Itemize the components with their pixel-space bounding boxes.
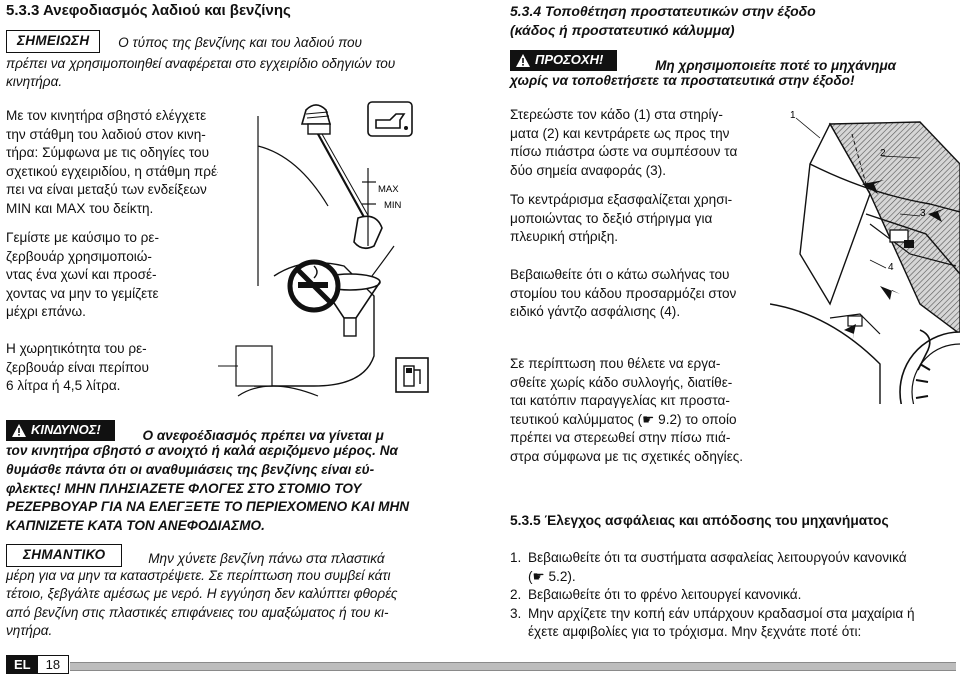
caution-label: ΠΡΟΣΟΧΗ! (535, 52, 604, 67)
list-line: (☛ 5.2). (528, 568, 576, 584)
text-line: τήρα: Σύμφωνα με τις οδηγίες του (6, 145, 210, 161)
list-item (510, 549, 950, 586)
list-number: 3. (510, 605, 522, 621)
section-heading-5-3-4 (510, 2, 950, 39)
arrow-icon (844, 324, 856, 342)
callout-4: 4 (888, 262, 894, 273)
oil-can-icon (368, 102, 412, 136)
list-item (510, 586, 950, 605)
text-line: πλευρική στήριξη. (510, 229, 619, 245)
caution-badge (510, 50, 617, 71)
text-line (510, 411, 770, 430)
footer-rule (70, 662, 956, 671)
warning-triangle-icon (12, 424, 26, 437)
heading-line-2: (κάδος ή προστατευτικό κάλυμμα) (510, 21, 735, 38)
danger-badge (6, 420, 115, 441)
text-fragment: 9.2) το οποίο (654, 411, 737, 427)
list-item (510, 605, 950, 642)
text-line: πίσω πιάστρα ώστε να συμπέσουν τα (510, 144, 738, 160)
important-line: μέρη για να μην τα καταστρέψετε. Σε περίπτωση που συμβεί κάτι (6, 567, 391, 583)
important-line-1: Μην χύνετε βενζίνη πάνω στα πλαστικά (148, 551, 385, 566)
text-line: Σε περίπτωση που θέλετε να εργα- (510, 356, 721, 371)
footer (6, 655, 69, 674)
text-line: Η χωρητικότητα του ρε- (6, 341, 147, 356)
danger-line: τον κινητήρα σβηστό σ ανοιχτό ή καλά αεριζόμενο μέρος. Να (6, 443, 398, 459)
text-line: Με τον κινητήρα σβηστό ελέγχετε (6, 108, 207, 123)
caution-line-1: Μη χρησιμοποιείτε ποτέ το μηχάνημα (655, 57, 897, 73)
hook-paragraph (510, 266, 770, 322)
fuel-pump-icon (396, 358, 428, 392)
no-smoking-icon (290, 262, 338, 310)
important-block (6, 544, 466, 641)
note-line-1: Ο τύπος της βενζίνης και του λαδιού που (118, 35, 363, 50)
refuel-illustration (218, 96, 446, 408)
text-line: πρέπει να στερεωθεί στην πίσω πιά- (510, 430, 731, 446)
caution-block (510, 50, 955, 91)
max-label: MAX (378, 184, 399, 195)
callout-1: 1 (790, 110, 796, 121)
text-line: πει να είναι μεταξύ των ενδείξεων (6, 182, 207, 198)
text-line: σθείτε χωρίς κάδο συλλογής, διατίθε- (510, 374, 733, 390)
text-line: χοντας να μην το γεμίζετε (6, 285, 159, 301)
text-line: την στάθμη του λαδιού στον κινη- (6, 126, 206, 142)
page-number: 18 (45, 657, 61, 672)
text-fragment: τευτικού καλύμματος ( (510, 411, 643, 427)
grass-bin-illustration (770, 104, 960, 404)
list-line: Βεβαιωθείτε ότι το φρένο λειτουργεί κανονικά. (528, 587, 802, 603)
danger-line: θυμάσθε πάντα ότι οι αναθυμιάσεις της βενζίνης είναι εύ- (6, 461, 375, 477)
section-heading-5-3-3: 5.3.3 Ανεφοδιασμός λαδιού και βενζίνης (6, 2, 291, 19)
text-line: ζερβουάρ είναι περίπου (6, 359, 149, 375)
text-line: ειδικό γάντζο ασφάλισης (4). (510, 304, 681, 320)
note-line-3: κινητήρα. (6, 74, 63, 90)
danger-line: ΚΑΠΝΙΖΕΤΕ ΚΑΤΑ ΤΟΝ ΑΝΕΦΟΔΙΑΣΜΟ. (6, 517, 265, 533)
callout-3: 3 (920, 208, 926, 219)
danger-line: ΡΕΖΕΡΒΟΥΑΡ ΓΙΑ ΝΑ ΕΛΕΓΞΕΤΕ ΤΟ ΠΕΡΙΕΧΟΜΕΝΟ ΚΑΙ ΜΗΝ (6, 499, 410, 515)
arrow-icon (880, 286, 900, 300)
warning-triangle-icon (516, 54, 530, 67)
important-line: τέτοιο, ξεβγάλτε αμέσως με νερό. Η εγγύηση δεν καλύπτει φθορές (6, 586, 398, 602)
text-line: δύο σημεία αναφοράς (3). (510, 162, 667, 178)
text-line: ντας ένα χωνί και προσέ- (6, 267, 157, 283)
list-line: έχετε αμφιβολίες για το τρόχισμα. Μην ξεχνάτε ποτέ ότι: (528, 624, 862, 640)
text-line: MIN και MAX του δείκτη. (6, 200, 154, 216)
text-line: 6 λίτρα ή 4,5 λίτρα. (6, 378, 121, 394)
safety-checklist (510, 549, 950, 642)
min-label: MIN (384, 200, 402, 211)
text-line: ται κατόπιν παραγγελίας κιτ προστα- (510, 393, 730, 409)
text-line: στομίου του κάδου προσαρμόζει στον (510, 285, 737, 301)
important-line: από βενζίνη στις πλαστικές επιφάνειες του αμαξώματος ή του κι- (6, 604, 389, 620)
section-heading-5-3-5: 5.3.5 Έλεγχος ασφάλειας και απόδοσης του μηχανήματος (510, 513, 889, 528)
no-bin-paragraph (510, 355, 770, 467)
text-line: Στερεώστε τον κάδο (1) στα στηρίγ- (510, 107, 723, 122)
list-line: Βεβαιωθείτε ότι τα συστήματα ασφαλείας λειτουργούν κανονικά (528, 550, 907, 565)
page-label (6, 655, 69, 674)
note-line-2: πρέπει να χρησιμοποιηθεί αναφέρεται στο εγχειρίδιο οδηγιών του (6, 55, 396, 71)
danger-line-1: Ο ανεφοέδιασμός πρέπει να γίνεται μ (142, 427, 384, 443)
text-line: ματα (2) και κεντράρετε ως προς την (510, 125, 730, 141)
pointing-hand-icon: ☛ (642, 411, 655, 427)
centering-paragraph (510, 191, 770, 247)
text-line: μοποιώντας το δεξιό στήριγμα για (510, 210, 713, 226)
attach-bin-paragraph (510, 106, 770, 180)
note-label: ΣΗΜΕΙΩΣΗ (6, 30, 100, 53)
text-line: Γεμίστε με καύσιμο το ρε- (6, 230, 160, 245)
callout-2: 2 (880, 148, 886, 159)
danger-label: ΚΙΝΔΥΝΟΣ! (31, 422, 101, 437)
heading-line-1: 5.3.4 Τοποθέτηση προστατευτικών στην έξοδο (510, 3, 816, 19)
important-line: νητήρα. (6, 623, 53, 639)
tank-capacity-paragraph (6, 340, 206, 396)
text-line: στρα σύμφωνα με τις σχετικές οδηγίες. (510, 448, 744, 464)
text-line: μέχρι επάνω. (6, 304, 86, 320)
important-label: ΣΗΜΑΝΤΙΚΟ (6, 544, 122, 567)
language-code: EL (7, 656, 38, 673)
text-line: Το κεντράρισμα εξασφαλίζεται χρησι- (510, 192, 733, 207)
refuel-paragraph (6, 229, 206, 322)
danger-line: φλεκτες! ΜΗΝ ΠΛΗΣΙΑΖΕΤΕ ΦΛΟΓΕΣ ΣΤΟ ΣΤΟΜΙΟ ΤΟΥ (6, 480, 362, 496)
list-line: Μην αρχίζετε την κοπή εάν υπάρχουν κραδασμοί στα μαχαίρια ή (528, 605, 915, 621)
note-block (6, 32, 446, 92)
text-line: σχετικού εγχειριδίου, η στάθμη πρέ- (6, 163, 222, 179)
caution-line-2: χωρίς να τοποθετήσετε τα προστατευτικά στην έξοδο! (510, 73, 855, 89)
text-line: ζερβουάρ χρησιμοποιώ- (6, 248, 152, 264)
text-line: Βεβαιωθείτε ότι ο κάτω σωλήνας του (510, 267, 730, 282)
list-number: 1. (510, 550, 522, 565)
danger-block (6, 420, 456, 535)
list-number: 2. (510, 587, 522, 603)
